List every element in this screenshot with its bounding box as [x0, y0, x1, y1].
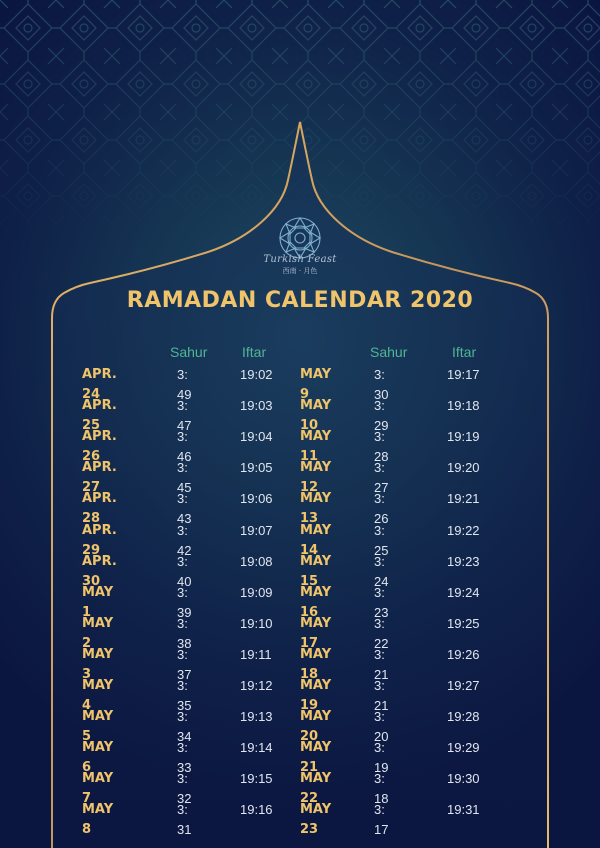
page-title: RAMADAN CALENDAR 2020 [126, 288, 474, 313]
left-iftar-header: Iftar [242, 344, 267, 360]
sahur-time: 3: 22 [374, 615, 389, 651]
date-cell: MAY 12 [300, 460, 332, 496]
sahur-time: 3: 42 [177, 522, 192, 558]
iftar-time: 19:20 [447, 460, 480, 476]
date-cell: APR. 30 [82, 553, 117, 589]
sahur-time: 3: 31 [177, 802, 192, 838]
date-cell: MAY 7 [82, 771, 114, 807]
iftar-time: 19:07 [240, 522, 273, 538]
iftar-time: 19:29 [447, 740, 480, 756]
iftar-time: 19:23 [447, 553, 480, 569]
date-cell: MAY 21 [300, 740, 332, 776]
sahur-time: 3: 43 [177, 491, 192, 527]
sahur-time: 3: 33 [177, 740, 192, 776]
sahur-time: 3: 24 [374, 553, 389, 589]
date-cell: MAY 23 [300, 802, 332, 838]
iftar-time: 19:21 [447, 491, 480, 507]
iftar-time: 19:02 [240, 367, 273, 382]
sahur-time: 3: 23 [374, 584, 389, 620]
date-cell: APR. 25 [82, 398, 117, 434]
date-cell: APR. 28 [82, 491, 117, 527]
date-cell: MAY 11 [300, 429, 332, 465]
iftar-time: 19:28 [447, 709, 480, 725]
iftar-time: 19:13 [240, 709, 273, 725]
date-cell: MAY 22 [300, 771, 332, 807]
date-cell: MAY 3 [82, 646, 114, 682]
date-cell: MAY 13 [300, 491, 332, 527]
sahur-time: 3: 38 [177, 615, 192, 651]
iftar-time: 19:22 [447, 522, 480, 538]
brand-subtitle: 西南 · 月色 [282, 267, 318, 275]
iftar-time: 19:15 [240, 771, 273, 787]
iftar-time: 19:31 [447, 802, 480, 818]
date-cell: MAY 9 [300, 367, 332, 402]
sahur-time: 3: 21 [374, 678, 389, 713]
iftar-time: 19:25 [447, 615, 480, 631]
sahur-time: 3: 19 [374, 740, 389, 776]
sahur-time: 3: 30 [374, 367, 389, 402]
left-sahur-header: Sahur [170, 344, 208, 360]
date-cell: MAY 1 [82, 584, 114, 620]
iftar-time: 19:04 [240, 429, 273, 445]
sahur-time: 3: 20 [374, 709, 389, 745]
iftar-time: 19:18 [447, 398, 480, 414]
date-cell: MAY 16 [300, 584, 332, 620]
date-cell: MAY 2 [82, 615, 114, 651]
iftar-time: 19:30 [447, 771, 480, 787]
sahur-time: 3: 17 [374, 802, 389, 838]
sahur-time: 3: 35 [177, 678, 192, 713]
sahur-time: 3: 34 [177, 709, 192, 745]
date-cell: APR. 26 [82, 429, 117, 465]
sahur-time: 3: 18 [374, 771, 389, 807]
sahur-time: 3: 47 [177, 398, 192, 434]
right-iftar-header: Iftar [452, 344, 477, 360]
date-cell: MAY 8 [82, 802, 114, 838]
sahur-time: 3: 45 [177, 460, 192, 496]
iftar-time: 19:16 [240, 802, 273, 818]
date-cell: MAY 18 [300, 646, 332, 682]
sahur-time: 3: 28 [374, 429, 389, 465]
iftar-time: 19:09 [240, 584, 273, 600]
iftar-time: 19:10 [240, 615, 273, 631]
sahur-time: 3: 26 [374, 491, 389, 527]
iftar-time: 19:11 [240, 646, 272, 662]
date-cell: MAY 19 [300, 678, 332, 713]
iftar-time: 19:08 [240, 553, 273, 569]
date-cell: MAY 10 [300, 398, 332, 434]
iftar-time: 19:03 [240, 398, 273, 414]
date-cell: MAY 14 [300, 522, 332, 558]
sahur-time: 3: 21 [374, 646, 389, 682]
iftar-time: 19:27 [447, 678, 480, 693]
iftar-time: 19:19 [447, 429, 480, 445]
iftar-time: 19:06 [240, 491, 273, 507]
iftar-time: 19:12 [240, 678, 273, 693]
date-cell: MAY 20 [300, 709, 332, 745]
sahur-time: 3: 29 [374, 398, 389, 434]
date-cell: APR. 27 [82, 460, 117, 496]
sahur-time: 3: 39 [177, 584, 192, 620]
right-sahur-header: Sahur [370, 344, 408, 360]
iftar-time: 19:26 [447, 646, 480, 662]
iftar-time: 19:14 [240, 740, 273, 756]
sahur-time: 3: 40 [177, 553, 192, 589]
sahur-time: 3: 49 [177, 367, 192, 402]
date-cell: MAY 5 [82, 709, 114, 745]
iftar-time: 19:24 [447, 584, 480, 600]
brand-name: Turkish Feast [263, 254, 337, 265]
sahur-time: 3: 27 [374, 460, 389, 496]
date-cell: APR. 24 [82, 367, 117, 402]
iftar-time: 19:05 [240, 460, 273, 476]
date-cell: MAY 15 [300, 553, 332, 589]
date-cell: MAY 17 [300, 615, 332, 651]
date-cell: MAY 6 [82, 740, 114, 776]
sahur-time: 3: 46 [177, 429, 192, 465]
date-cell: MAY 4 [82, 678, 114, 713]
iftar-time: 19:17 [447, 367, 480, 382]
sahur-time: 3: 37 [177, 646, 192, 682]
date-cell: APR. 29 [82, 522, 117, 558]
sahur-time: 3: 32 [177, 771, 192, 807]
sahur-time: 3: 25 [374, 522, 389, 558]
